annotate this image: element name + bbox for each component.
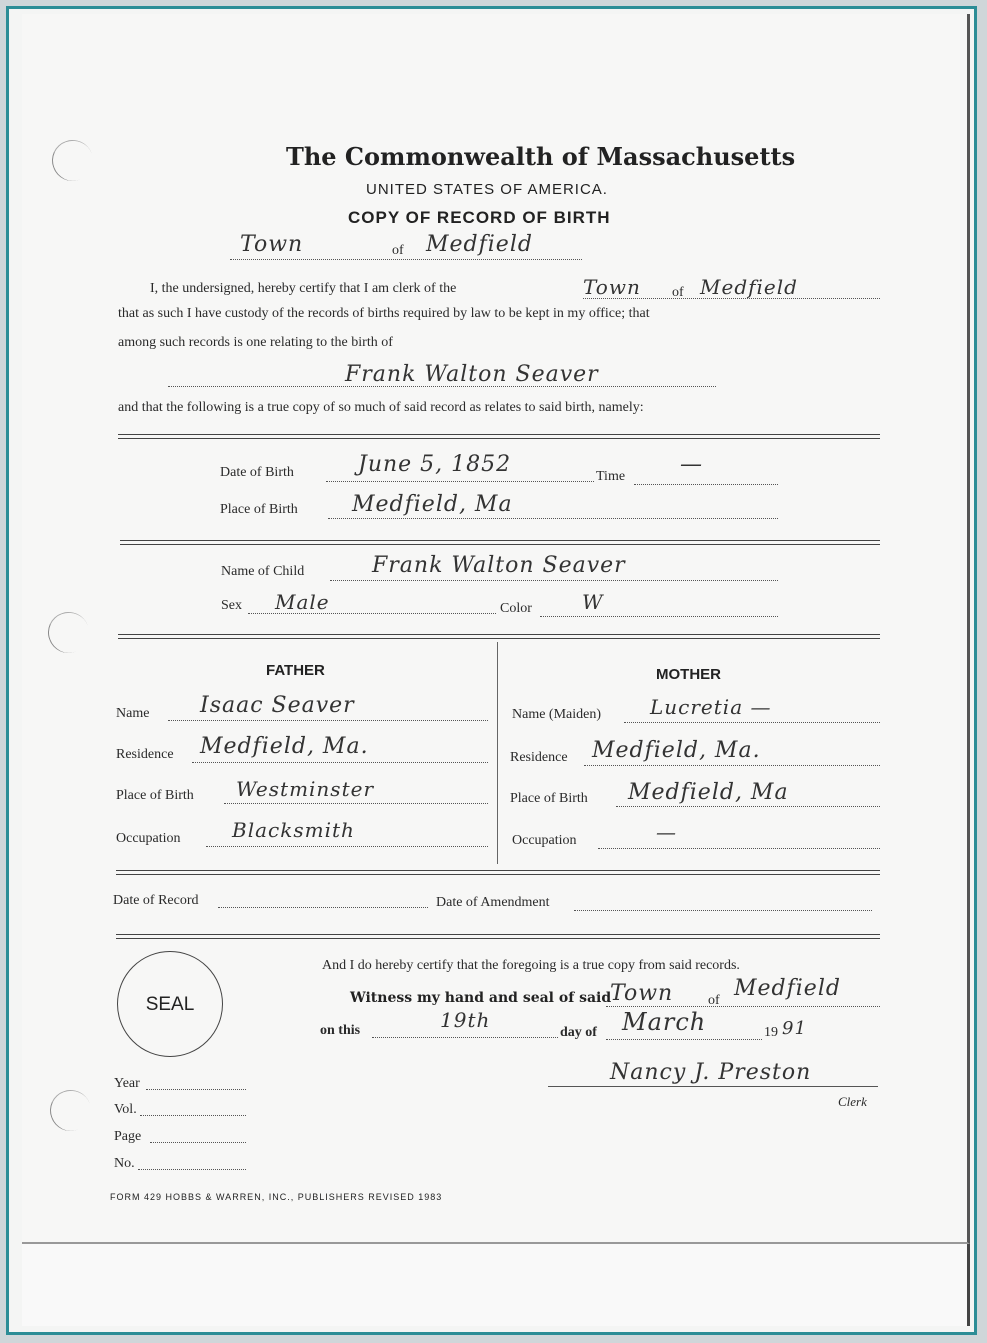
scan-lower-strip (22, 1244, 970, 1326)
filing-vol-label: Vol. (114, 1102, 137, 1117)
day-of-label: day of (560, 1025, 597, 1040)
attest-line: And I do hereby certify that the foregoing is a true copy from said records. (322, 958, 740, 973)
father-residence-value: Medfield, Ma. (200, 734, 369, 759)
mother-occupation-value: — (656, 820, 677, 844)
section-divider-3 (118, 634, 880, 639)
father-name-label: Name (116, 706, 150, 721)
certify-town-name: Medfield (700, 275, 798, 299)
name-of-child-value: Frank Walton Seaver (372, 553, 626, 578)
witness-town-type: Town (610, 981, 674, 1006)
mother-occupation-line (598, 848, 880, 849)
clerk-signature: Nancy J. Preston (610, 1060, 812, 1085)
color-line (540, 616, 778, 617)
mother-residence-line (584, 765, 880, 766)
year-prefix: 19 (764, 1025, 778, 1040)
mother-name-value: Lucretia — (650, 695, 772, 719)
father-occupation-label: Occupation (116, 831, 181, 846)
father-residence-line (192, 762, 488, 763)
certify-line-2: that as such I have custody of the records of births required by law to be kept in my office; that (118, 306, 650, 321)
time-value: — (680, 452, 703, 477)
mother-residence-label: Residence (510, 750, 568, 765)
certify-line-4: and that the following is a true copy of so much of said record as relates to said birth, namely: (118, 400, 644, 415)
color-label: Color (500, 601, 532, 616)
mother-heading: MOTHER (656, 666, 721, 683)
date-of-birth-value: June 5, 1852 (358, 452, 512, 477)
place-of-birth-line (328, 518, 778, 519)
form-title: COPY OF RECORD OF BIRTH (348, 208, 611, 227)
sex-label: Sex (221, 598, 242, 613)
clerk-label: Clerk (838, 1094, 867, 1109)
certify-town-type: Town (583, 275, 641, 299)
filing-page-line (150, 1142, 246, 1143)
name-of-child-label: Name of Child (221, 564, 305, 579)
mother-name-label: Name (Maiden) (512, 707, 602, 722)
section-divider-1 (118, 434, 880, 439)
father-name-line (168, 720, 488, 721)
time-line (634, 484, 778, 485)
date-of-record-line (218, 907, 428, 908)
year-value: 91 (782, 1018, 807, 1039)
date-of-record-label: Date of Record (113, 893, 199, 908)
sex-line (248, 613, 496, 614)
section-divider-5 (116, 934, 880, 939)
name-of-child-line (330, 580, 778, 581)
certify-line-1: I, the undersigned, hereby certify that I am clerk of the (150, 281, 457, 296)
date-of-birth-label: Date of Birth (220, 465, 294, 480)
signature-line (548, 1086, 878, 1087)
father-pob-value: Westminster (236, 777, 375, 801)
color-value: W (582, 590, 604, 614)
filing-no-label: No. (114, 1156, 135, 1171)
father-heading: FATHER (266, 662, 325, 679)
witness-of-label: of (708, 993, 720, 1008)
date-of-amendment-label: Date of Amendment (436, 895, 550, 910)
month-value: March (622, 1008, 707, 1036)
day-value: 19th (440, 1008, 491, 1032)
mother-residence-value: Medfield, Ma. (592, 738, 761, 763)
place-of-birth-label: Place of Birth (220, 502, 298, 517)
seal-circle (117, 951, 223, 1057)
day-line (372, 1037, 558, 1038)
witness-label: Witness my hand and seal of said (350, 990, 612, 1006)
place-of-birth-value: Medfield, Ma (352, 492, 513, 517)
filing-vol-line (140, 1115, 246, 1116)
certify-line-3: among such records is one relating to the birth of (118, 335, 393, 350)
filing-year-label: Year (114, 1076, 140, 1091)
father-occupation-value: Blacksmith (232, 818, 355, 842)
witness-town-line (606, 1006, 880, 1007)
filing-page-label: Page (114, 1129, 142, 1144)
father-pob-label: Place of Birth (116, 788, 194, 803)
certify-town-line (583, 298, 880, 299)
section-divider-4 (116, 870, 880, 875)
father-name-value: Isaac Seaver (200, 693, 355, 718)
time-label: Time (596, 469, 626, 484)
witness-town-name: Medfield (734, 976, 841, 1001)
filing-year-line (146, 1089, 246, 1090)
form-footer: FORM 429 HOBBS & WARREN, INC., PUBLISHERS REVISED 1983 (110, 1192, 443, 1202)
father-pob-line (224, 803, 488, 804)
mother-occupation-label: Occupation (512, 833, 577, 848)
mother-pob-value: Medfield, Ma (628, 780, 789, 805)
sex-value: Male (275, 590, 330, 614)
filing-no-line (138, 1169, 246, 1170)
header-town-line (230, 259, 582, 260)
certify-of-label: of (672, 285, 684, 300)
father-occupation-line (206, 846, 488, 847)
header-town-name: Medfield (426, 232, 533, 257)
certify-child-line (168, 386, 716, 387)
parents-column-divider (497, 642, 498, 864)
month-line (606, 1039, 762, 1040)
mother-pob-label: Place of Birth (510, 791, 588, 806)
certify-child-name: Frank Walton Seaver (345, 362, 599, 387)
seal-label: SEAL (145, 994, 195, 1015)
section-divider-2 (120, 540, 880, 545)
mother-pob-line (616, 806, 880, 807)
country-line: UNITED STATES OF AMERICA. (366, 181, 608, 198)
date-of-birth-line (326, 481, 594, 482)
mother-name-line (624, 722, 880, 723)
date-of-amendment-line (574, 910, 872, 911)
header-of-label: of (392, 243, 404, 258)
state-heading: The Commonwealth of Massachusetts (286, 142, 796, 171)
on-this-label: on this (320, 1023, 361, 1038)
birth-record-page (22, 14, 970, 1244)
father-residence-label: Residence (116, 747, 174, 762)
header-town-type: Town (240, 232, 304, 257)
